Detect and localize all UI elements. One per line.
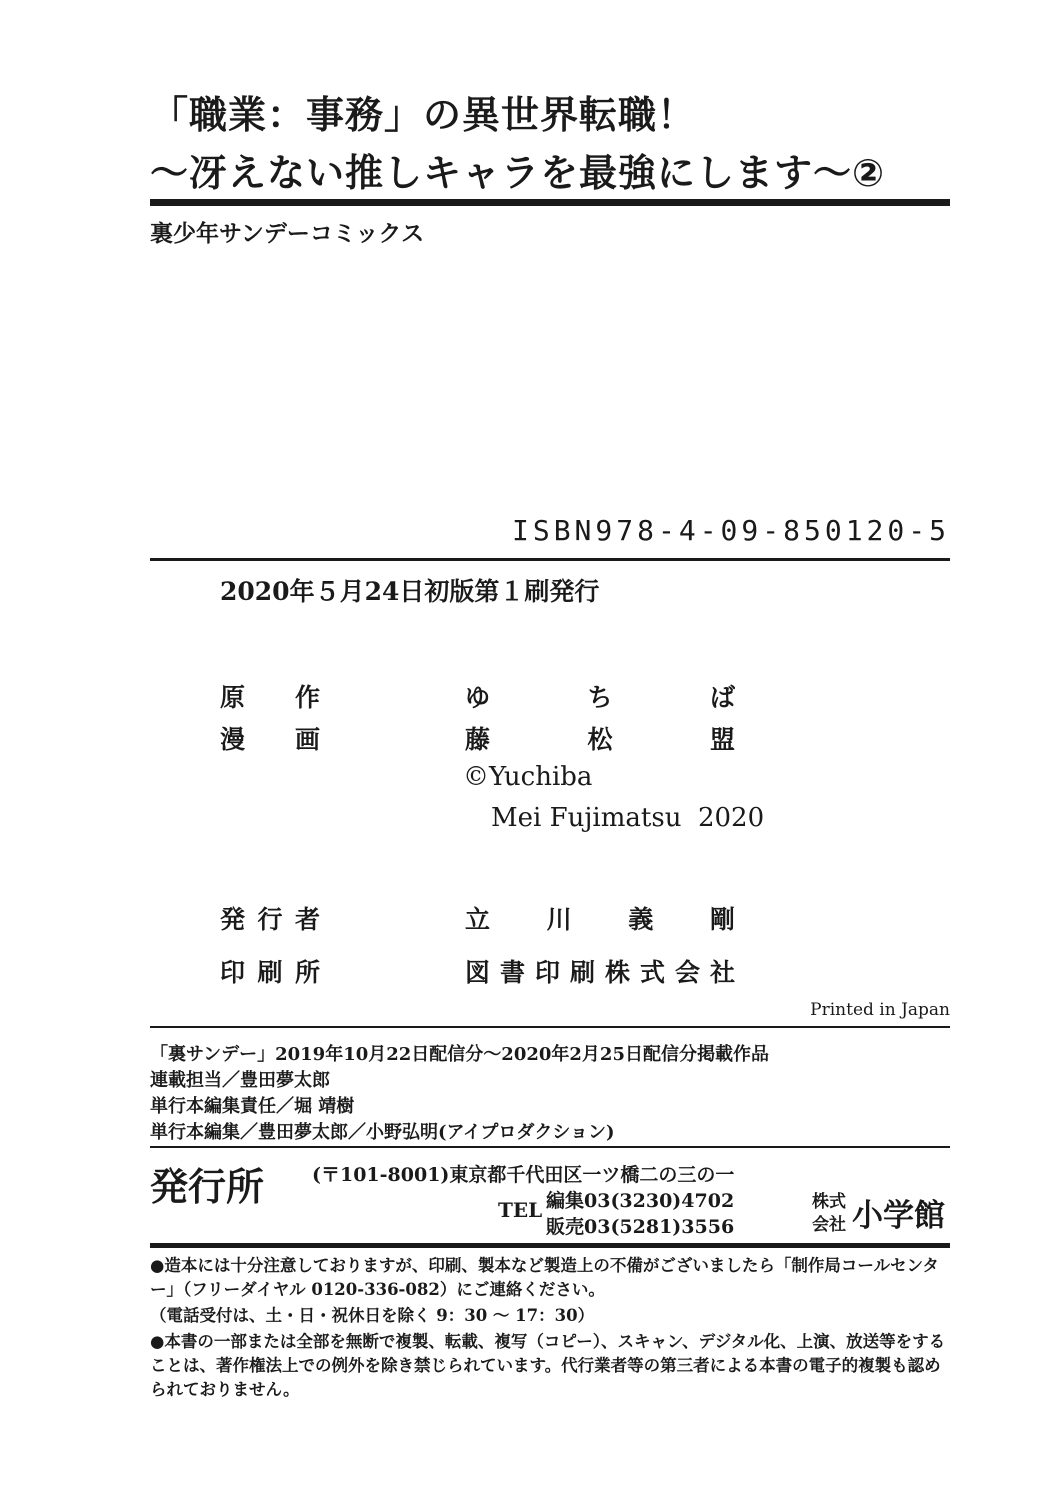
serialization-line-2: 連載担当／豊田夢太郎 [150,1070,330,1091]
credit-original-label: 原作 [220,683,320,712]
tel-editorial: 編集03(3230)4702 [546,1190,735,1212]
imprint-label: 裏少年サンデーコミックス [150,221,425,247]
title-line-2: 〜冴えない推しキャラを最強にします〜② [150,151,886,195]
serialization-line-1: 「裏サンデー」2019年10月22日配信分〜2020年2月25日配信分掲載作品 [150,1044,769,1065]
publisher-person-name: 立川義剛 [465,905,735,934]
notice-copyright: ●本書の一部または全部を無断で複製、転載、複写（コピー）、スキャン、デジタル化、上演、放送等をすることは、著作権法上での例外を除き禁じられています。代行業者等の第三者による本書の電子的複製も認められておりません。 [150,1332,946,1399]
serialization-line-4: 単行本編集／豊田夢太郎／小野弘明(アイプロダクション) [150,1122,615,1143]
company-prefix-top: 株式 [812,1192,846,1212]
notice-hours: （電話受付は、土・日・祝休日を除く 9：30 〜 17：30） [150,1306,595,1325]
notices-rule-top [150,1243,950,1248]
notice-defects: ●造本には十分注意しておりますが、印刷、製本など製造上の不備がございましたら「制作局コールセンター」（フリーダイヤル 0120-336-082）にご連絡ください。 [150,1256,939,1299]
isbn: ISBN978-4-09-850120-5 [511,514,950,547]
printed-in-japan: Printed in Japan [810,1000,950,1020]
tel-label: TEL [498,1198,543,1222]
copyright-line-2: Mei Fujimatsu 2020 [491,803,765,833]
company-prefix-bottom: 会社 [812,1215,846,1235]
tel-sales: 販売03(5281)3556 [546,1216,735,1238]
copyright-line-1: ©Yuchiba [463,762,593,792]
publisher-person-label: 発行者 [220,905,320,934]
serialization-line-3: 単行本編集責任／堀 靖樹 [150,1096,355,1117]
printer-label: 印刷所 [220,958,320,987]
isbn-rule [150,558,950,561]
publisher-label: 発行所 [150,1165,265,1209]
title-line-1: 「職業：事務」の異世界転職！ [150,93,697,137]
publisher-rule-top [150,1146,950,1148]
credit-original-name: ゆちば [465,683,735,712]
printer-name: 図書印刷株式会社 [465,958,735,987]
company-name: 小学館 [852,1198,945,1234]
credit-manga-name: 藤松盟 [465,725,735,754]
title-rule [150,199,950,206]
edition-date: 2020年５月24日初版第１刷発行 [220,577,600,606]
serialization-rule-top [150,1026,950,1028]
credit-manga-label: 漫画 [220,725,320,754]
publisher-address: (〒101-8001)東京都千代田区一ツ橋二の三の一 [312,1164,735,1186]
